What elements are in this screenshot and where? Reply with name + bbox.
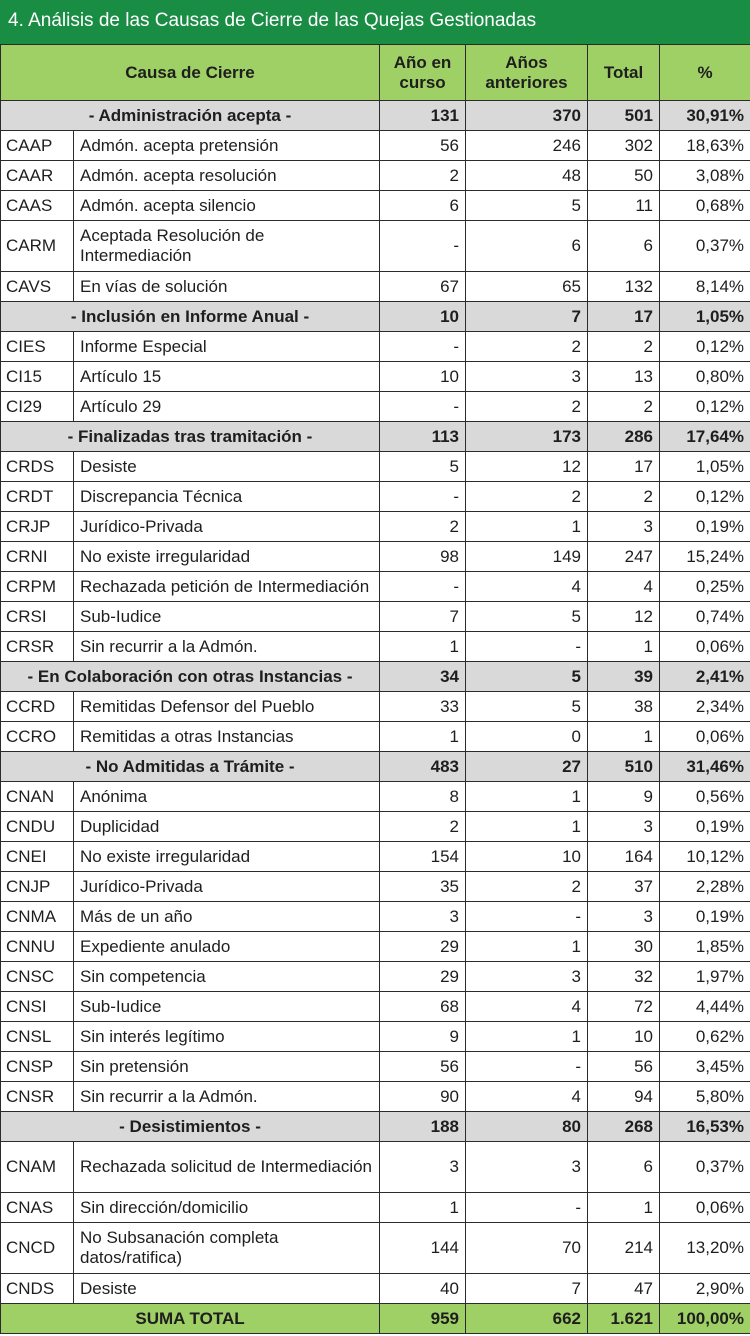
row-pct: 0,19% — [660, 812, 750, 842]
table-row — [1, 1223, 750, 1274]
row-total: 30 — [588, 932, 660, 962]
row-pct: 4,44% — [660, 992, 750, 1022]
group-anio-curso: 131 — [380, 101, 466, 131]
row-code: CI29 — [1, 392, 74, 422]
row-anio-curso: 7 — [380, 602, 466, 632]
row-anio-curso: 56 — [380, 1052, 466, 1082]
group-label: - Administración acepta - — [1, 101, 380, 131]
row-pct: 0,37% — [660, 1142, 750, 1193]
row-anios-anteriores: 4 — [466, 572, 588, 602]
row-code: CAAS — [1, 191, 74, 221]
row-description: Aceptada Resolución de Intermediación — [74, 221, 380, 272]
row-anios-anteriores: 4 — [466, 1082, 588, 1112]
row-anios-anteriores: - — [466, 902, 588, 932]
row-anios-anteriores: 3 — [466, 1142, 588, 1193]
total-anios-anteriores: 662 — [466, 1304, 588, 1334]
table-row — [1, 1274, 750, 1304]
row-description: Sub-Iudice — [74, 602, 380, 632]
row-pct: 0,80% — [660, 362, 750, 392]
row-anio-curso: 67 — [380, 272, 466, 302]
table-row — [1, 1052, 750, 1082]
row-total: 94 — [588, 1082, 660, 1112]
row-code: CRJP — [1, 512, 74, 542]
group-pct: 17,64% — [660, 422, 750, 452]
group-anios-anteriores: 27 — [466, 752, 588, 782]
table-row — [1, 362, 750, 392]
table-row — [1, 452, 750, 482]
row-total: 1 — [588, 632, 660, 662]
row-anios-anteriores: 3 — [466, 962, 588, 992]
row-total: 56 — [588, 1052, 660, 1082]
row-anio-curso: 5 — [380, 452, 466, 482]
row-total: 3 — [588, 812, 660, 842]
row-total: 38 — [588, 692, 660, 722]
table-row — [1, 602, 750, 632]
row-code: CNMA — [1, 902, 74, 932]
row-anios-anteriores: 1 — [466, 812, 588, 842]
row-total: 50 — [588, 161, 660, 191]
row-description: Discrepancia Técnica — [74, 482, 380, 512]
row-pct: 2,34% — [660, 692, 750, 722]
row-description: Sin recurrir a la Admón. — [74, 1082, 380, 1112]
total-pct: 100,00% — [660, 1304, 750, 1334]
row-code: CNSP — [1, 1052, 74, 1082]
group-row — [1, 1112, 750, 1142]
row-code: CNCD — [1, 1223, 74, 1274]
row-pct: 0,62% — [660, 1022, 750, 1052]
row-anio-curso: 1 — [380, 632, 466, 662]
row-code: CRDS — [1, 452, 74, 482]
row-total: 2 — [588, 332, 660, 362]
row-pct: 0,19% — [660, 902, 750, 932]
row-code: CNSR — [1, 1082, 74, 1112]
row-anios-anteriores: 12 — [466, 452, 588, 482]
row-description: Más de un año — [74, 902, 380, 932]
row-total: 13 — [588, 362, 660, 392]
row-code: CNDS — [1, 1274, 74, 1304]
row-anio-curso: 10 — [380, 362, 466, 392]
table-row — [1, 1022, 750, 1052]
row-pct: 0,25% — [660, 572, 750, 602]
row-description: Expediente anulado — [74, 932, 380, 962]
row-total: 4 — [588, 572, 660, 602]
row-anios-anteriores: 4 — [466, 992, 588, 1022]
group-pct: 2,41% — [660, 662, 750, 692]
row-anios-anteriores: 1 — [466, 512, 588, 542]
row-total: 302 — [588, 131, 660, 161]
row-code: CCRD — [1, 692, 74, 722]
row-anio-curso: 2 — [380, 812, 466, 842]
row-pct: 0,12% — [660, 332, 750, 362]
row-description: Jurídico-Privada — [74, 872, 380, 902]
row-code: CNEI — [1, 842, 74, 872]
row-total: 3 — [588, 512, 660, 542]
header-anios-anteriores: Años anteriores — [466, 45, 588, 101]
row-code: CNSI — [1, 992, 74, 1022]
group-anio-curso: 10 — [380, 302, 466, 332]
row-total: 72 — [588, 992, 660, 1022]
group-anios-anteriores: 80 — [466, 1112, 588, 1142]
row-anios-anteriores: - — [466, 632, 588, 662]
row-anio-curso: 8 — [380, 782, 466, 812]
group-row — [1, 662, 750, 692]
row-pct: 0,56% — [660, 782, 750, 812]
row-pct: 1,05% — [660, 452, 750, 482]
row-anios-anteriores: 1 — [466, 1022, 588, 1052]
row-pct: 15,24% — [660, 542, 750, 572]
row-anios-anteriores: 7 — [466, 1274, 588, 1304]
group-pct: 1,05% — [660, 302, 750, 332]
row-total: 2 — [588, 482, 660, 512]
row-anios-anteriores: 2 — [466, 872, 588, 902]
table-row — [1, 272, 750, 302]
header-causa: Causa de Cierre — [1, 45, 380, 101]
row-total: 6 — [588, 1142, 660, 1193]
row-code: CRDT — [1, 482, 74, 512]
row-description: En vías de solución — [74, 272, 380, 302]
group-label: - No Admitidas a Trámite - — [1, 752, 380, 782]
group-label: - Desistimientos - — [1, 1112, 380, 1142]
row-code: CCRO — [1, 722, 74, 752]
table-row — [1, 161, 750, 191]
row-anios-anteriores: 70 — [466, 1223, 588, 1274]
row-anio-curso: 56 — [380, 131, 466, 161]
row-pct: 0,12% — [660, 392, 750, 422]
row-code: CRSR — [1, 632, 74, 662]
row-code: CARM — [1, 221, 74, 272]
row-code: CNAM — [1, 1142, 74, 1193]
row-total: 164 — [588, 842, 660, 872]
row-pct: 13,20% — [660, 1223, 750, 1274]
row-pct: 0,19% — [660, 512, 750, 542]
row-anios-anteriores: 5 — [466, 602, 588, 632]
row-description: Remitidas Defensor del Pueblo — [74, 692, 380, 722]
row-anio-curso: - — [380, 392, 466, 422]
row-description: Informe Especial — [74, 332, 380, 362]
table-row — [1, 632, 750, 662]
row-anio-curso: 154 — [380, 842, 466, 872]
group-total: 268 — [588, 1112, 660, 1142]
table-row — [1, 542, 750, 572]
row-anio-curso: 144 — [380, 1223, 466, 1274]
row-total: 32 — [588, 962, 660, 992]
table-row — [1, 722, 750, 752]
row-anio-curso: 68 — [380, 992, 466, 1022]
table-body — [1, 101, 750, 1334]
row-code: CNAS — [1, 1193, 74, 1223]
group-total: 39 — [588, 662, 660, 692]
row-total: 2 — [588, 392, 660, 422]
table-row — [1, 992, 750, 1022]
row-anios-anteriores: 149 — [466, 542, 588, 572]
row-pct: 0,06% — [660, 632, 750, 662]
group-anio-curso: 113 — [380, 422, 466, 452]
row-anios-anteriores: 2 — [466, 332, 588, 362]
group-anios-anteriores: 7 — [466, 302, 588, 332]
row-pct: 10,12% — [660, 842, 750, 872]
table-row — [1, 782, 750, 812]
table-row — [1, 1142, 750, 1193]
total-total: 1.621 — [588, 1304, 660, 1334]
row-description: Sin interés legítimo — [74, 1022, 380, 1052]
group-anios-anteriores: 5 — [466, 662, 588, 692]
table-row — [1, 932, 750, 962]
total-row — [1, 1304, 750, 1334]
row-anio-curso: 2 — [380, 161, 466, 191]
row-description: Artículo 29 — [74, 392, 380, 422]
row-total: 3 — [588, 902, 660, 932]
table-row — [1, 1193, 750, 1223]
group-total: 286 — [588, 422, 660, 452]
group-total: 501 — [588, 101, 660, 131]
page-title: 4. Análisis de las Causas de Cierre de las Quejas Gestionadas — [0, 0, 750, 44]
row-code: CIES — [1, 332, 74, 362]
row-anios-anteriores: 65 — [466, 272, 588, 302]
table-row — [1, 482, 750, 512]
table-row — [1, 512, 750, 542]
row-total: 10 — [588, 1022, 660, 1052]
row-anios-anteriores: 1 — [466, 932, 588, 962]
table-row — [1, 692, 750, 722]
row-description: Sub-Iudice — [74, 992, 380, 1022]
row-total: 1 — [588, 1193, 660, 1223]
row-description: Sin pretensión — [74, 1052, 380, 1082]
row-total: 132 — [588, 272, 660, 302]
group-pct: 16,53% — [660, 1112, 750, 1142]
row-anio-curso: 9 — [380, 1022, 466, 1052]
row-description: Rechazada petición de Intermediación — [74, 572, 380, 602]
table-row — [1, 812, 750, 842]
row-anio-curso: - — [380, 221, 466, 272]
row-description: Remitidas a otras Instancias — [74, 722, 380, 752]
table-row — [1, 572, 750, 602]
row-anios-anteriores: 0 — [466, 722, 588, 752]
row-total: 214 — [588, 1223, 660, 1274]
row-anios-anteriores: 5 — [466, 191, 588, 221]
row-anio-curso: 1 — [380, 1193, 466, 1223]
row-total: 17 — [588, 452, 660, 482]
table-row — [1, 191, 750, 221]
header-anio-curso: Año en curso — [380, 45, 466, 101]
row-anio-curso: 33 — [380, 692, 466, 722]
row-anio-curso: 35 — [380, 872, 466, 902]
row-anios-anteriores: 1 — [466, 782, 588, 812]
group-anio-curso: 483 — [380, 752, 466, 782]
row-anios-anteriores: - — [466, 1052, 588, 1082]
group-pct: 31,46% — [660, 752, 750, 782]
group-anio-curso: 188 — [380, 1112, 466, 1142]
table-row — [1, 221, 750, 272]
row-pct: 1,97% — [660, 962, 750, 992]
row-anio-curso: 29 — [380, 962, 466, 992]
row-code: CAVS — [1, 272, 74, 302]
group-label: - Inclusión en Informe Anual - — [1, 302, 380, 332]
row-description: Artículo 15 — [74, 362, 380, 392]
row-pct: 8,14% — [660, 272, 750, 302]
row-anio-curso: 40 — [380, 1274, 466, 1304]
row-total: 6 — [588, 221, 660, 272]
row-code: CRNI — [1, 542, 74, 572]
row-description: Jurídico-Privada — [74, 512, 380, 542]
header-total: Total — [588, 45, 660, 101]
row-anio-curso: 29 — [380, 932, 466, 962]
row-code: CNSC — [1, 962, 74, 992]
row-code: CRPM — [1, 572, 74, 602]
row-pct: 0,12% — [660, 482, 750, 512]
group-anio-curso: 34 — [380, 662, 466, 692]
row-anio-curso: 3 — [380, 902, 466, 932]
row-total: 37 — [588, 872, 660, 902]
row-code: CNDU — [1, 812, 74, 842]
row-pct: 2,28% — [660, 872, 750, 902]
row-description: Rechazada solicitud de Intermediación — [74, 1142, 380, 1193]
row-anios-anteriores: 48 — [466, 161, 588, 191]
row-description: Desiste — [74, 1274, 380, 1304]
table-row — [1, 872, 750, 902]
row-code: CNSL — [1, 1022, 74, 1052]
row-anio-curso: 2 — [380, 512, 466, 542]
row-anio-curso: 90 — [380, 1082, 466, 1112]
row-description: Sin competencia — [74, 962, 380, 992]
table-row — [1, 902, 750, 932]
row-pct: 0,68% — [660, 191, 750, 221]
row-anio-curso: - — [380, 572, 466, 602]
row-description: Anónima — [74, 782, 380, 812]
row-code: CAAP — [1, 131, 74, 161]
header-row — [1, 45, 750, 101]
row-anios-anteriores: 2 — [466, 482, 588, 512]
table-row — [1, 131, 750, 161]
total-label: SUMA TOTAL — [1, 1304, 380, 1334]
closure-causes-table — [0, 44, 750, 1334]
row-code: CRSI — [1, 602, 74, 632]
table-row — [1, 392, 750, 422]
table-row — [1, 1082, 750, 1112]
row-pct: 2,90% — [660, 1274, 750, 1304]
row-description: Duplicidad — [74, 812, 380, 842]
group-pct: 30,91% — [660, 101, 750, 131]
group-anios-anteriores: 370 — [466, 101, 588, 131]
row-anios-anteriores: - — [466, 1193, 588, 1223]
group-total: 510 — [588, 752, 660, 782]
row-total: 9 — [588, 782, 660, 812]
group-row — [1, 101, 750, 131]
row-pct: 0,06% — [660, 1193, 750, 1223]
row-anios-anteriores: 246 — [466, 131, 588, 161]
row-total: 1 — [588, 722, 660, 752]
group-total: 17 — [588, 302, 660, 332]
group-row — [1, 422, 750, 452]
row-anio-curso: - — [380, 482, 466, 512]
row-anio-curso: 3 — [380, 1142, 466, 1193]
group-row — [1, 302, 750, 332]
row-anios-anteriores: 3 — [466, 362, 588, 392]
table-row — [1, 962, 750, 992]
row-description: Admón. acepta resolución — [74, 161, 380, 191]
row-code: CNJP — [1, 872, 74, 902]
row-code: CNAN — [1, 782, 74, 812]
row-code: CAAR — [1, 161, 74, 191]
row-anio-curso: 6 — [380, 191, 466, 221]
row-description: No existe irregularidad — [74, 542, 380, 572]
row-pct: 0,74% — [660, 602, 750, 632]
row-total: 11 — [588, 191, 660, 221]
row-anios-anteriores: 5 — [466, 692, 588, 722]
row-anios-anteriores: 2 — [466, 392, 588, 422]
row-pct: 3,08% — [660, 161, 750, 191]
row-anios-anteriores: 6 — [466, 221, 588, 272]
row-description: Admón. acepta pretensión — [74, 131, 380, 161]
row-total: 47 — [588, 1274, 660, 1304]
row-pct: 1,85% — [660, 932, 750, 962]
row-description: Sin recurrir a la Admón. — [74, 632, 380, 662]
group-row — [1, 752, 750, 782]
row-anio-curso: 1 — [380, 722, 466, 752]
group-anios-anteriores: 173 — [466, 422, 588, 452]
row-pct: 0,06% — [660, 722, 750, 752]
row-pct: 18,63% — [660, 131, 750, 161]
row-anio-curso: - — [380, 332, 466, 362]
row-description: No Subsanación completa datos/ratifica) — [74, 1223, 380, 1274]
row-pct: 5,80% — [660, 1082, 750, 1112]
header-pct: % — [660, 45, 750, 101]
table-row — [1, 842, 750, 872]
row-pct: 3,45% — [660, 1052, 750, 1082]
total-anio-curso: 959 — [380, 1304, 466, 1334]
row-description: No existe irregularidad — [74, 842, 380, 872]
row-code: CNNU — [1, 932, 74, 962]
row-total: 12 — [588, 602, 660, 632]
row-pct: 0,37% — [660, 221, 750, 272]
row-description: Admón. acepta silencio — [74, 191, 380, 221]
row-description: Sin dirección/domicilio — [74, 1193, 380, 1223]
table-row — [1, 332, 750, 362]
row-anios-anteriores: 10 — [466, 842, 588, 872]
group-label: - En Colaboración con otras Instancias - — [1, 662, 380, 692]
row-description: Desiste — [74, 452, 380, 482]
group-label: - Finalizadas tras tramitación - — [1, 422, 380, 452]
row-total: 247 — [588, 542, 660, 572]
row-anio-curso: 98 — [380, 542, 466, 572]
row-code: CI15 — [1, 362, 74, 392]
